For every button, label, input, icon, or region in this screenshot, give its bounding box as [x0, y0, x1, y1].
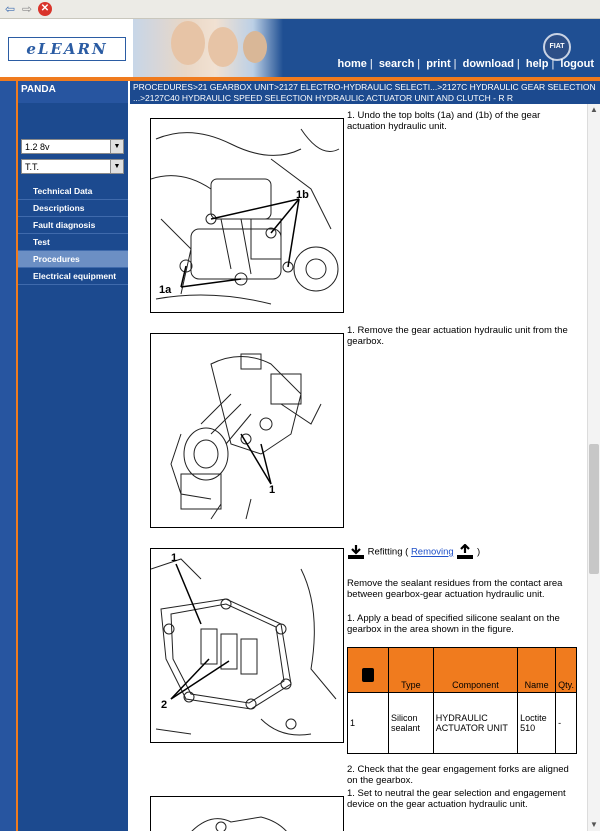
nav-help[interactable]: help	[525, 58, 549, 70]
col-type: Type	[389, 648, 434, 693]
refitting-close: )	[477, 546, 481, 558]
sidebar-item-procedures[interactable]: Procedures	[18, 251, 128, 268]
sidebar-item-electrical-equipment[interactable]: Electrical equipment	[18, 268, 128, 285]
sidebar-item-fault-diagnosis[interactable]: Fault diagnosis	[18, 217, 128, 234]
scroll-up-icon[interactable]: ▲	[590, 105, 598, 114]
install-down-arrow-icon	[347, 544, 365, 560]
col-qty: Qty.	[556, 648, 577, 693]
step-undo-bolts: 1. Undo the top bolts (1a) and (1b) of the gear actuation hydraulic unit.	[347, 110, 541, 132]
figure-remove-unit	[150, 333, 344, 528]
remove-up-arrow-icon	[456, 544, 474, 560]
breadcrumb[interactable]: PROCEDURES>21 GEARBOX UNIT>2127 ELECTRO-HYDRAULIC SELECTI...>2127C HYDRAULIC GEAR SELECTION ...>2127C40 HYDRAULIC SPEED SELECTION HYDRAULIC ACTUATOR UNIT AND CLUTCH - R R	[130, 81, 600, 104]
callout-1a: 1a	[159, 284, 172, 296]
sidebar-item-test[interactable]: Test	[18, 234, 128, 251]
figure-sealant	[150, 548, 344, 743]
parts-table	[347, 647, 577, 754]
cell-name: Loctite 510	[518, 693, 556, 754]
site-header	[0, 19, 600, 77]
callout-2: 2	[161, 699, 168, 711]
nav-search[interactable]: search	[378, 58, 415, 70]
arrow-left-icon[interactable]: ⇦	[4, 2, 16, 16]
cell-index: 1	[348, 693, 389, 754]
elearn-logo	[0, 19, 133, 77]
browser-toolbar	[0, 0, 600, 19]
model-name: PANDA	[21, 84, 56, 95]
parts-icon-header	[348, 648, 389, 693]
col-component: Component	[433, 648, 517, 693]
close-icon[interactable]: ✕	[38, 2, 52, 16]
top-navigation: home | search | print | download | help | logout	[337, 58, 594, 70]
fiat-logo: FIAT	[543, 33, 571, 61]
chevron-down-icon[interactable]: ▼	[110, 140, 123, 153]
header-photo	[133, 19, 283, 77]
cell-component: HYDRAULIC ACTUATOR UNIT	[433, 693, 517, 754]
engine-select-value: 1.2 8v	[25, 142, 50, 152]
hydraulic-unit-drawing	[151, 334, 343, 527]
table-row	[348, 693, 577, 754]
nav-print[interactable]: print	[426, 58, 451, 70]
refitting-label: Refitting (	[367, 546, 409, 558]
sidebar-item-descriptions[interactable]: Descriptions	[18, 200, 128, 217]
callout-1: 1	[171, 552, 178, 564]
callout-1b: 1b	[296, 189, 309, 201]
step-apply-sealant: 1. Apply a bead of specified silicone sealant on the gearbox in the area shown in the figure.	[347, 613, 560, 635]
step-set-neutral: 1. Set to neutral the gear selection and engagement device on the gear actuation hydraulic unit.	[347, 788, 566, 810]
nav-download[interactable]: download	[462, 58, 514, 70]
cell-type: Silicon sealant	[389, 693, 434, 754]
chevron-down-icon[interactable]: ▼	[110, 160, 123, 173]
arrow-right-icon[interactable]: ⇨	[21, 2, 33, 16]
nav-logout[interactable]: logout	[560, 58, 594, 70]
figure-top-bolts	[150, 118, 344, 313]
sidebar	[18, 81, 128, 831]
sidebar-menu	[18, 183, 128, 285]
content-scrollbar[interactable]	[587, 104, 600, 831]
step-check-forks: 2. Check that the gear engagement forks are aligned on the gearbox.	[347, 764, 569, 786]
procedure-content	[130, 104, 585, 831]
scroll-down-icon[interactable]: ▼	[590, 820, 598, 829]
sidebar-item-technical-data[interactable]: Technical Data	[18, 183, 128, 200]
version-select-value: T.T.	[25, 162, 40, 172]
product-icon	[362, 668, 374, 682]
removing-link[interactable]: Removing	[410, 546, 454, 558]
scrollbar-thumb[interactable]	[589, 444, 599, 574]
version-select[interactable]	[21, 159, 124, 174]
logo-text: eLEARN	[8, 37, 126, 61]
parts-table-header	[348, 648, 577, 693]
nav-home[interactable]: home	[337, 58, 367, 70]
figure-neutral	[150, 796, 344, 831]
selection-device-drawing	[151, 797, 343, 831]
cell-qty: -	[556, 693, 577, 754]
engine-bay-drawing	[151, 119, 343, 312]
callout-1: 1	[269, 484, 276, 496]
sidebar-header	[18, 81, 128, 103]
left-strip	[0, 81, 16, 831]
gearbox-sealant-drawing	[151, 549, 343, 742]
refitting-line	[347, 544, 577, 560]
engine-select[interactable]	[21, 139, 124, 154]
step-remove-unit: 1. Remove the gear actuation hydraulic unit from the gearbox.	[347, 325, 568, 347]
step-remove-residues: Remove the sealant residues from the contact area between gearbox-gear actuation hydraulic unit.	[347, 578, 563, 600]
col-name: Name	[518, 648, 556, 693]
